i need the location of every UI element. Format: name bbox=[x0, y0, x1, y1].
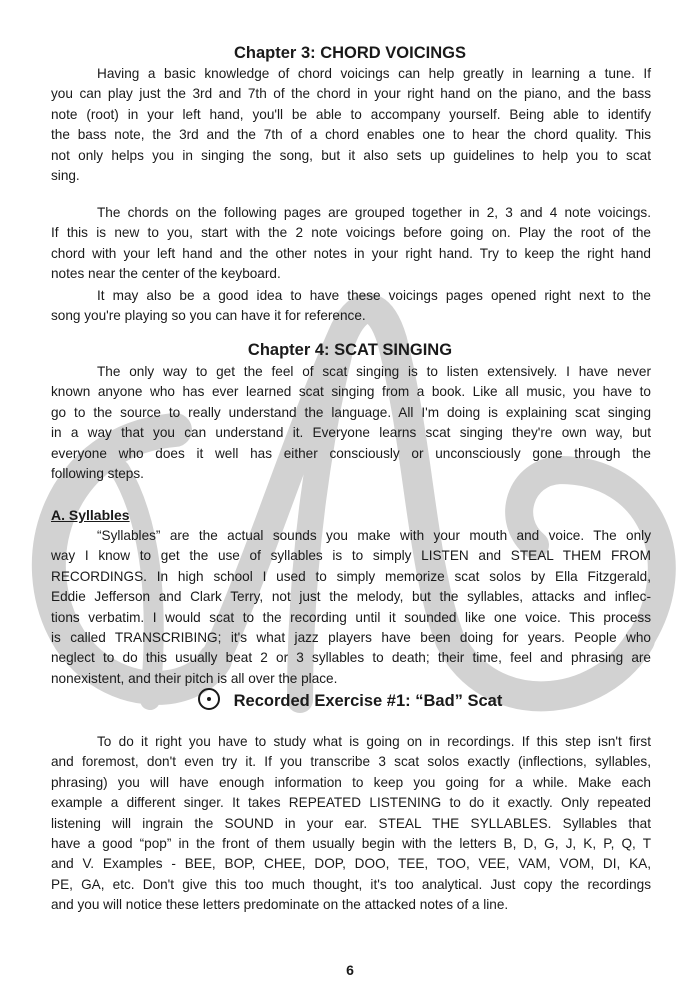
syllables-paragraph bbox=[51, 526, 651, 689]
cd-icon bbox=[198, 688, 220, 710]
text-line: notes near the center of the keyboard. bbox=[51, 266, 281, 282]
text-line: If this is new to you, start with the 2 note voicings before going on. Play the root of the bbox=[51, 225, 651, 241]
text-line: go to the source to really understand the language. All I'm doing is explaining scat singing bbox=[51, 404, 651, 420]
text-line: “Syllables” are the actual sounds you make with your mouth and voice. The only bbox=[97, 528, 651, 543]
text-line: and you will notice these letters predominate on the attacked notes of a line. bbox=[51, 897, 509, 913]
text-line: chord with your left hand and the other notes in your right hand. Try to keep the right hand bbox=[51, 245, 651, 261]
exercise-heading bbox=[0, 688, 700, 711]
text-line: Having a basic knowledge of chord voicings can help greatly in learning a tune. If bbox=[97, 66, 651, 81]
text-line: RECORDINGS. In high school I used to simply memorize scat solos by Ella Fitzgerald, bbox=[51, 568, 651, 584]
text-line: neglect to do this usually beat 2 or 3 syllables to death; their time, feel and phrasing are bbox=[51, 650, 651, 666]
text-line: known anyone who has ever learned scat singing from a book. Like all music, you have to bbox=[51, 384, 651, 400]
text-line: example a different singer. It takes REPEATED LISTENING to do it exactly. Only repeated bbox=[51, 795, 651, 811]
chapter-3-paragraph-1 bbox=[51, 64, 651, 186]
text-line: song you're playing so you can have it for reference. bbox=[51, 308, 366, 324]
chapter-3-paragraph-3 bbox=[51, 286, 651, 327]
text-line: you can play just the 3rd and 7th of the chord in your right hand on the piano, and the bass bbox=[51, 86, 651, 102]
text-line: way I know to get the use of syllables is to simply LISTEN and STEAL THEM FROM bbox=[51, 548, 651, 564]
text-line: listening will ingrain the SOUND in your ear. STEAL THE SYLLABLES. Syllables that bbox=[51, 815, 651, 831]
text-line: following steps. bbox=[51, 466, 144, 482]
text-line: have a good “pop” in the front of them usually begin with the letters B, D, G, J, K, P, Q, T bbox=[51, 836, 651, 852]
section-a-heading: A. Syllables bbox=[51, 507, 130, 523]
text-line: in a way that you can understand it. Everyone learns scat singing they're own way, but bbox=[51, 425, 651, 441]
page-number: 6 bbox=[346, 962, 354, 978]
text-line: To do it right you have to study what is going on in recordings. If this step isn't first bbox=[97, 734, 651, 749]
chapter-4-paragraph-1 bbox=[51, 362, 651, 484]
chapter-3-paragraph-2 bbox=[51, 203, 651, 285]
text-line: tions verbatim. I would scat to the recording until it sounded like one voice. This process bbox=[51, 609, 651, 625]
exercise-paragraph bbox=[51, 732, 651, 916]
text-line: note (root) in your left hand, you'll be able to accompany yourself. Being able to identify bbox=[51, 106, 651, 122]
text-line: The chords on the following pages are grouped together in 2, 3 and 4 note voicings. bbox=[97, 205, 651, 220]
chapter-3-title: Chapter 3: CHORD VOICINGS bbox=[234, 44, 466, 62]
exercise-title: Recorded Exercise #1: “Bad” Scat bbox=[233, 692, 503, 710]
text-line: phrasing) you will have enough information to keep you going for a while. Make each bbox=[51, 774, 651, 790]
text-line: nonexistent, and their pitch is all over the place. bbox=[51, 670, 338, 686]
text-line: It may also be a good idea to have these voicings pages opened right next to the bbox=[97, 288, 651, 303]
text-line: PE, GA, etc. Don't give this too much thought, it's too analytical. Just copy the recordings bbox=[51, 876, 651, 892]
text-line: and V. Examples - BEE, BOP, CHEE, DOP, DOO, TEE, TOO, VEE, VAM, VOM, DI, KA, bbox=[51, 856, 651, 872]
text-line: not only helps you in singing the song, but it also sets up guidelines to help you to scat bbox=[51, 147, 651, 163]
text-line: the bass note, the 3rd and the 7th of a chord enables one to hear the chord quality. This bbox=[51, 127, 651, 143]
text-line: and foremost, don't even try it. If you transcribe 3 scat solos exactly (inflections, syllables, bbox=[51, 754, 651, 770]
chapter-4-title: Chapter 4: SCAT SINGING bbox=[247, 341, 453, 359]
text-line: sing. bbox=[51, 168, 80, 184]
text-line: everyone who does it well has either consciously or unconsciously gone through the bbox=[51, 445, 651, 461]
text-line: Eddie Jefferson and Clark Terry, not just the melody, but the syllables, attacks and inflec- bbox=[51, 589, 651, 605]
text-line: is called TRANSCRIBING; it's what jazz players have been doing for years. People who bbox=[51, 630, 651, 646]
text-line: The only way to get the feel of scat singing is to listen extensively. I have never bbox=[97, 364, 651, 379]
